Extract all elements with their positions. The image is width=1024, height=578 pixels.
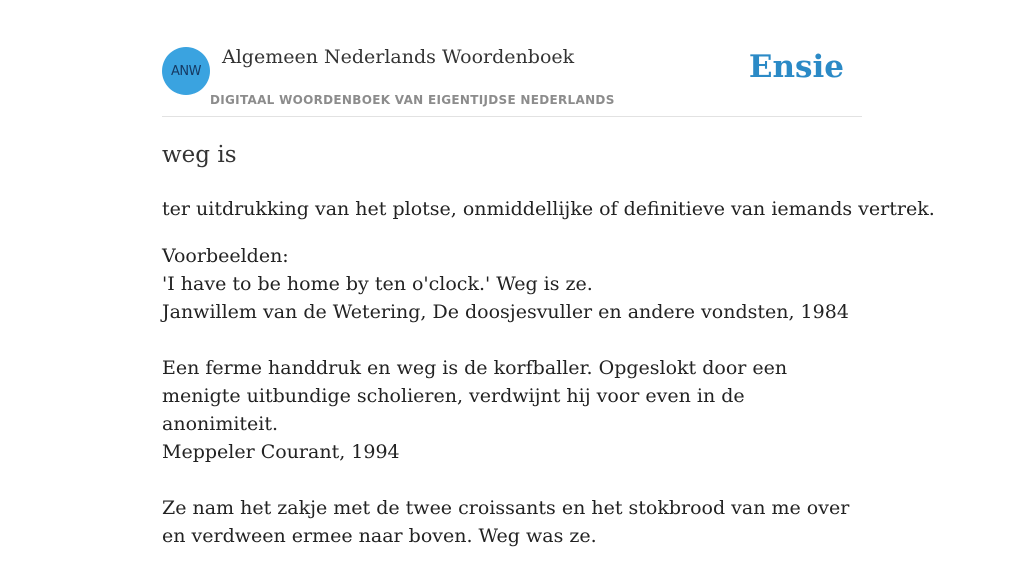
site-header bbox=[162, 0, 862, 117]
example-item bbox=[162, 494, 862, 550]
entry-definition: ter uitdrukking van het plotse, onmiddellijke of definitieve van iemands vertrek. bbox=[162, 198, 935, 220]
anw-logo-icon[interactable] bbox=[162, 47, 210, 95]
example-item bbox=[162, 270, 862, 326]
examples-section bbox=[162, 242, 862, 550]
example-item bbox=[162, 354, 862, 466]
entry-content bbox=[162, 138, 935, 578]
example-quote: 'I have to be home by ten o'clock.' Weg is ze. bbox=[162, 273, 593, 295]
example-source: Janwillem van de Wetering, De doosjesvuller en andere vondsten, 1984 bbox=[162, 301, 849, 323]
site-subtitle: DIGITAAL WOORDENBOEK VAN EIGENTIJDSE NEDERLANDS bbox=[210, 93, 615, 107]
ensie-brand-link[interactable]: Ensie bbox=[748, 49, 844, 85]
example-quote: Ze nam het zakje met de twee croissants en het stokbrood van me over en verdween ermee naar boven. Weg was ze. bbox=[162, 497, 850, 547]
entry-headword: weg is bbox=[162, 142, 237, 168]
example-quote: Een ferme handdruk en weg is de korfballer. Opgeslokt door een menigte uitbundige scholieren, verdwijnt hij voor even in de anonimiteit. bbox=[162, 357, 788, 435]
example-source: Meppeler Courant, 1994 bbox=[162, 441, 400, 463]
site-title[interactable]: Algemeen Nederlands Woordenboek bbox=[222, 46, 575, 68]
examples-label: Voorbeelden: bbox=[162, 245, 289, 267]
logo-text: ANW bbox=[171, 63, 201, 79]
